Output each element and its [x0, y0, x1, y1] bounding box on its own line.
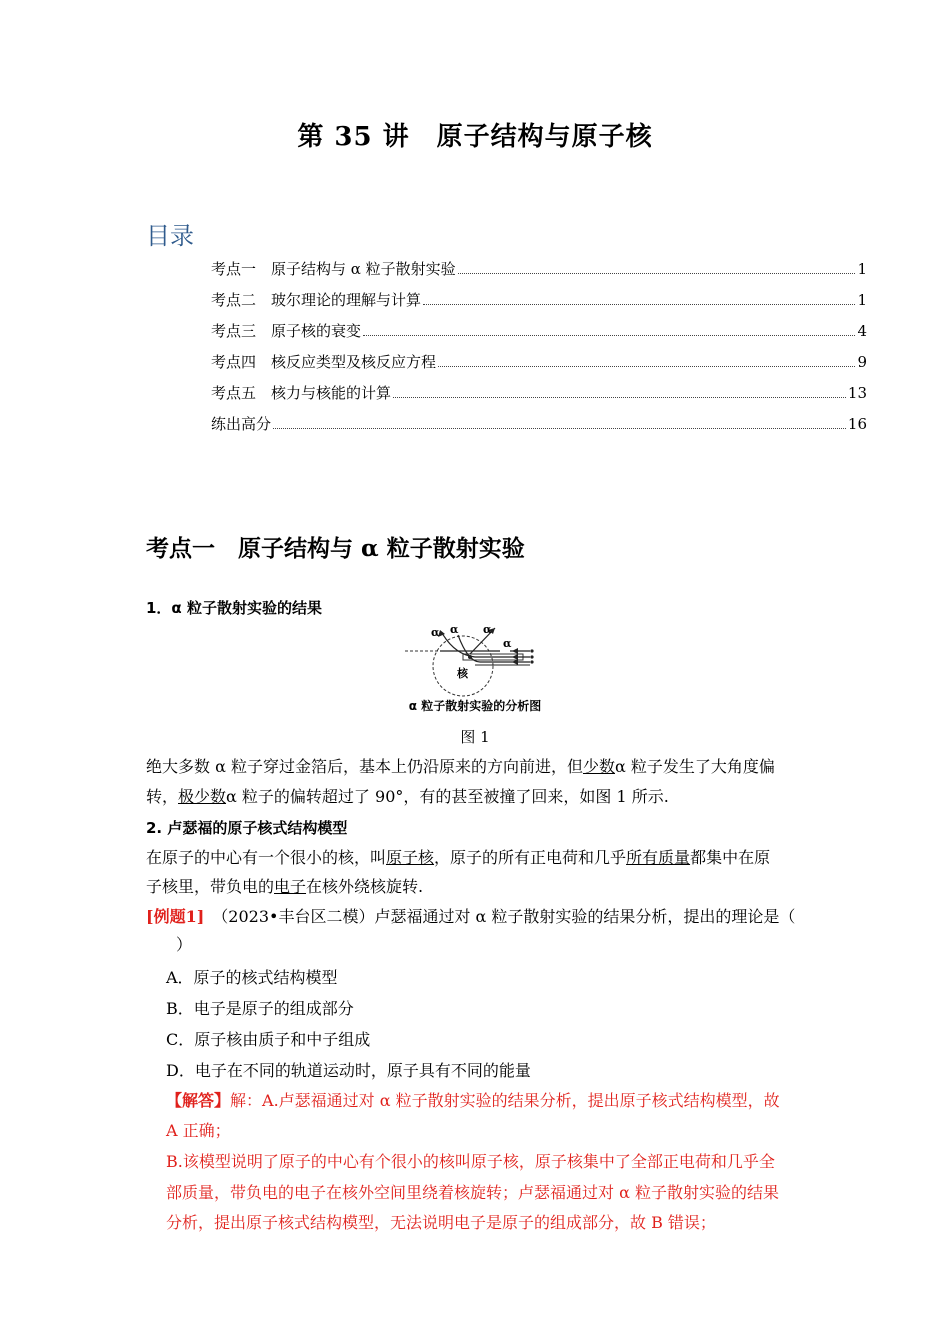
item-title: 2. 卢瑟福的原子核式结构模型 — [146, 819, 348, 837]
toc-item[interactable] — [211, 382, 867, 413]
underlined-term: 极少数 — [178, 787, 227, 806]
toc-item-label: 考点四 核反应类型及核反应方程 — [211, 353, 437, 371]
paragraph-line — [146, 877, 810, 897]
text-run: 在核外绕核旋转. — [306, 877, 424, 896]
toc-item-page: 9 — [857, 353, 867, 371]
answer-tag: 【解答】 — [166, 1091, 231, 1110]
text-run: α 粒子的偏转超过了 90°，有的甚至被撞了回来，如图 1 所示. — [226, 787, 669, 806]
figure-label: α — [431, 626, 440, 639]
text-run: α 粒子发生了大角度偏 — [615, 757, 775, 776]
toc-item-page: 1 — [857, 260, 867, 278]
answer-line: B.该模型说明了原子的中心有个很小的核叫原子核，原子核集中了全部正电荷和几乎全 — [166, 1152, 775, 1171]
section-heading: 考点一 原子结构与 α 粒子散射实验 — [146, 535, 525, 562]
toc-item-page: 1 — [857, 291, 867, 309]
text-run: ，原子的所有正电荷和几乎 — [434, 848, 627, 867]
toc-item[interactable] — [211, 351, 867, 382]
toc-item-page: 16 — [847, 415, 867, 433]
figure-number: 图 1 — [460, 728, 490, 746]
example-stem-end: ） — [176, 935, 193, 954]
toc-leader-dots — [423, 304, 855, 305]
underlined-term: 电子 — [274, 877, 307, 896]
paragraph-line — [146, 848, 810, 868]
option-b[interactable]: B．电子是原子的组成部分 — [166, 999, 354, 1018]
toc-item-label: 考点三 原子核的衰变 — [211, 322, 362, 340]
table-of-contents — [211, 258, 867, 444]
toc-leader-dots — [363, 335, 855, 336]
option-c[interactable]: C．原子核由质子和中子组成 — [166, 1030, 371, 1049]
example-tag: [例题1] — [146, 907, 205, 926]
underlined-term: 原子核 — [386, 848, 435, 867]
answer-line: A 正确； — [166, 1121, 231, 1140]
figure-label: α — [483, 623, 492, 636]
figure-label: α — [503, 637, 512, 650]
toc-item[interactable] — [211, 413, 867, 444]
toc-item-label: 考点二 玻尔理论的理解与计算 — [211, 291, 422, 309]
toc-item[interactable] — [211, 320, 867, 351]
figure-label-nucleus: 核 — [457, 667, 468, 680]
figure-caption: α 粒子散射实验的分析图 — [408, 699, 542, 713]
text-run: 转， — [146, 787, 179, 806]
answer-line: 部质量，带负电的电子在核外空间里绕着核旋转；卢瑟福通过对 α 粒子散射实验的结果 — [166, 1183, 779, 1202]
toc-leader-dots — [438, 366, 855, 367]
toc-item-label: 考点一 原子结构与 α 粒子散射实验 — [211, 260, 456, 278]
text-run: 绝大多数 α 粒子穿过金箔后，基本上仍沿原来的方向前进，但 — [146, 757, 583, 776]
option-a[interactable]: A．原子的核式结构模型 — [166, 968, 338, 987]
example-stem — [146, 907, 810, 927]
toc-item-label: 练出高分 — [211, 415, 272, 433]
toc-leader-dots — [393, 397, 846, 398]
text-run: 子核里，带负电的 — [146, 877, 275, 896]
page-title: 第 35 讲 原子结构与原子核 — [297, 122, 653, 152]
text-run: 在原子的中心有一个很小的核，叫 — [146, 848, 387, 867]
toc-item[interactable] — [211, 289, 867, 320]
toc-item[interactable] — [211, 258, 867, 289]
toc-leader-dots — [458, 273, 856, 274]
underlined-term: 少数 — [582, 757, 615, 776]
toc-item-label: 考点五 核力与核能的计算 — [211, 384, 392, 402]
text-run: 都集中在原 — [690, 848, 771, 867]
option-d[interactable]: D．电子在不同的轨道运动时，原子具有不同的能量 — [166, 1061, 531, 1080]
paragraph-line — [146, 787, 810, 807]
toc-item-page: 13 — [847, 384, 867, 402]
paragraph-line — [146, 757, 810, 777]
answer-line: 分析，提出原子核式结构模型，无法说明电子是原子的组成部分，故 B 错误； — [166, 1213, 716, 1232]
text-run: （2023•丰台区二模）卢瑟福通过对 α 粒子散射实验的结果分析，提出的理论是（ — [204, 907, 796, 926]
toc-heading: 目录 — [146, 222, 194, 250]
underlined-term: 所有质量 — [626, 848, 691, 867]
item-title: 1．α 粒子散射实验的结果 — [146, 599, 322, 617]
answer-line — [166, 1088, 780, 1111]
figure-label: α — [450, 623, 459, 636]
toc-item-page: 4 — [857, 322, 867, 340]
text-run: 解：A.卢瑟福通过对 α 粒子散射实验的结果分析，提出原子核式结构模型，故 — [230, 1091, 780, 1110]
toc-leader-dots — [273, 428, 846, 429]
